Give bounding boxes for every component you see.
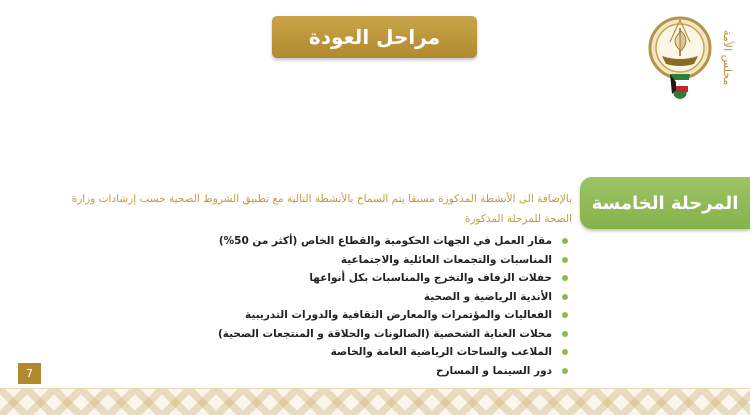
activities-list — [190, 232, 568, 380]
phase-badge — [580, 177, 750, 229]
phase-label: المرحلة الخامسة — [591, 192, 739, 214]
page-number: 7 — [18, 363, 41, 384]
list-item — [190, 251, 568, 270]
list-item-text: مقار العمل في الجهات الحكومية والقطاع الخاص (أكثر من 50%) — [218, 235, 552, 248]
intro-text: بالإضافة الى الأنشطة المذكورة مسبقا يتم السماح بالأنشطة التالية مع تطبيق الشروط الصحية حسب إرشادات وزارة الصحة للمرحلة المذكورة — [71, 193, 572, 225]
list-item-text: دور السينما و المسارح — [435, 364, 552, 377]
list-item-text: الملاعب والساحات الرياضية العامة والخاصة — [330, 346, 552, 359]
list-item — [190, 306, 568, 325]
kuwait-national-assembly-emblem-icon — [640, 12, 720, 104]
list-item — [190, 362, 568, 381]
list-item — [190, 269, 568, 288]
ornamental-border — [0, 388, 750, 415]
bullet-icon — [562, 275, 568, 281]
list-item — [190, 325, 568, 344]
bullet-icon — [562, 238, 568, 244]
emblem-caption: مجلس الأمة — [721, 30, 734, 86]
bullet-icon — [562, 294, 568, 300]
list-item-text: المناسبات والتجمعات العائلية والاجتماعية — [340, 253, 552, 266]
list-item-text: محلات العناية الشخصية (الصالونات والحلاقة و المنتجعات الصحية) — [217, 327, 552, 340]
list-item-text: الأندية الرياضية و الصحية — [423, 290, 552, 303]
list-item-text: حفلات الزفاف والتخرج والمناسبات بكل أنواعها — [309, 272, 552, 285]
list-item — [190, 343, 568, 362]
bullet-icon — [562, 368, 568, 374]
list-item-text: الفعاليات والمؤتمرات والمعارض الثقافية والدورات التدريبية — [244, 309, 552, 322]
slide-title: مراحل العودة — [308, 25, 441, 49]
bullet-icon — [562, 349, 568, 355]
bullet-icon — [562, 257, 568, 263]
bullet-icon — [562, 312, 568, 318]
title-banner — [272, 16, 477, 58]
bullet-icon — [562, 331, 568, 337]
list-item — [190, 288, 568, 307]
list-item — [190, 232, 568, 251]
